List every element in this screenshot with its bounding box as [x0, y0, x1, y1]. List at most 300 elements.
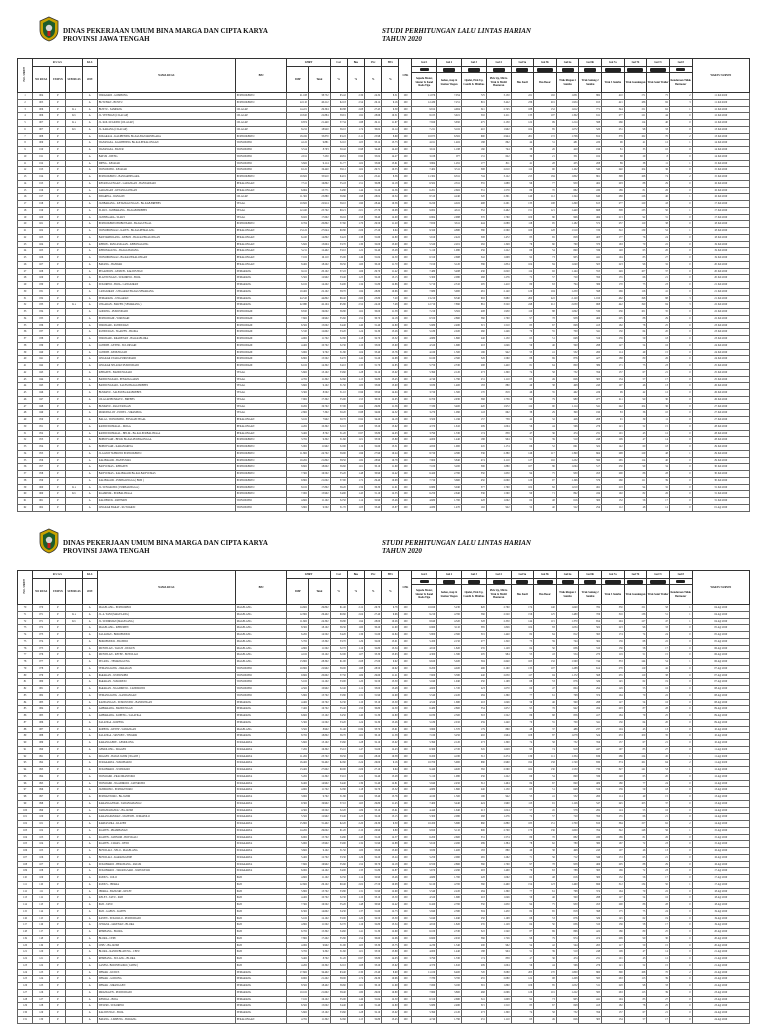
table-row — [18, 740, 750, 747]
cell-hvc: 14.18 — [382, 417, 399, 424]
cell-tot: 11.502 — [308, 922, 330, 929]
cell-ruas: 096 — [33, 787, 50, 794]
cell-gol-11: 13 — [647, 848, 670, 855]
cell-gol-8: 502 — [579, 625, 602, 632]
cell-gol-1: 4.011 — [412, 140, 437, 147]
cell-st: P — [50, 329, 66, 336]
cell-lvc: 33.00 — [365, 342, 382, 349]
cell-kls: A — [82, 288, 97, 295]
cell-hvc: 13.61 — [382, 160, 399, 167]
cell-gol-10: 58 — [624, 645, 647, 652]
cell-gol-8: 389 — [579, 363, 602, 370]
cell-bus: 0.99 — [347, 726, 364, 733]
cell-gol-4: 962 — [486, 942, 511, 949]
cell-gol-1: 3.108 — [412, 153, 437, 160]
cell-st: P — [50, 794, 66, 801]
cell-gol-12: 0 — [669, 336, 692, 343]
cell-gol-5: 92 — [511, 255, 534, 262]
cell-car: 51.20 — [330, 956, 347, 963]
cell-sub — [66, 255, 82, 262]
cell-gol-8: 300 — [579, 875, 602, 882]
cell-lvc: 33.10 — [365, 807, 382, 814]
cell-car: 59.66 — [330, 194, 347, 201]
cell-gol-3: 520 — [461, 194, 486, 201]
cell-bus: 2.06 — [347, 767, 364, 774]
cell-waktu: 09 Agt 2020 — [692, 719, 749, 726]
table-row — [18, 295, 750, 302]
cell-gol-5: 85 — [511, 1003, 534, 1010]
cell-no: 47 — [18, 403, 33, 410]
cell-smp: 9.411 — [287, 268, 309, 275]
cell-st: P — [50, 174, 66, 181]
cell-lvc: 24.32 — [365, 93, 382, 100]
cell-lvc: 30.80 — [365, 706, 382, 713]
cell-sub — [66, 652, 82, 659]
cell-nama: WIROSARI - KRADENAN - Bts.Kab.BLORA — [97, 336, 235, 343]
cell-gol-12: 0 — [669, 726, 692, 733]
cell-sub — [66, 93, 82, 100]
cell-gol-4: 1.522 — [486, 713, 511, 720]
cell-gol-10: 92 — [624, 214, 647, 221]
cell-lvc: 29.80 — [365, 403, 382, 410]
cell-gol-8: 968 — [579, 302, 602, 309]
cell-bpj: WONOSOBO — [235, 504, 287, 511]
cell-lvc: 24.20 — [365, 302, 382, 309]
cell-tot: 15.102 — [308, 713, 330, 720]
cell-hvc: 13.45 — [382, 376, 399, 383]
cell-gol-8: 882 — [579, 93, 602, 100]
cell-hvc: 13.75 — [382, 942, 399, 949]
cell-car: 52.10 — [330, 423, 347, 430]
cell-kls: A — [82, 187, 97, 194]
cell-gol-11: 8 — [647, 153, 670, 160]
cell-car: 53.40 — [330, 275, 347, 282]
cell-gol-9: 150 — [602, 329, 625, 336]
cell-bpj: SEMARANG — [235, 288, 287, 295]
cell-no: 51 — [18, 430, 33, 437]
cell-nama: JL. KARANG (CILACAP) — [97, 126, 235, 133]
cell-gol-1: 9.002 — [412, 207, 437, 214]
cell-bus: 1.54 — [347, 935, 364, 942]
cell-cek: 100 — [399, 618, 412, 625]
cell-gol-9: 350 — [602, 605, 625, 612]
cell-gol-5: 108 — [511, 733, 534, 740]
cell-gol-5: 88 — [511, 356, 534, 363]
cell-gol-12: 0 — [669, 942, 692, 949]
cell-car: 54.80 — [330, 187, 347, 194]
cell-tot: 10.702 — [308, 895, 330, 902]
cell-bus: 2.54 — [347, 99, 364, 106]
cell-tot: 31.402 — [308, 821, 330, 828]
cell-gol-3: 231 — [461, 376, 486, 383]
cell-gol-7: 882 — [556, 187, 579, 194]
cell-gol-10: 114 — [624, 457, 647, 464]
cell-gol-8: 484 — [579, 214, 602, 221]
cell-ruas: 085 — [33, 713, 50, 720]
cell-tot: 24.302 — [308, 618, 330, 625]
cell-gol-5: 69 — [511, 248, 534, 255]
cell-lvc: 28.80 — [365, 288, 382, 295]
cell-gol-2: 2.330 — [437, 363, 462, 370]
cell-gol-4: 2.010 — [486, 167, 511, 174]
cell-tot: 22.884 — [308, 113, 330, 120]
cell-st: P — [50, 207, 66, 214]
cell-kls: A — [82, 908, 97, 915]
cell-smp: 10.202 — [287, 457, 309, 464]
cell-ruas: 056 — [33, 457, 50, 464]
cell-tot: 10.702 — [308, 342, 330, 349]
cell-waktu: 20 Juli 2020 — [692, 268, 749, 275]
cell-gol-5: 70 — [511, 719, 534, 726]
cell-kls: A — [82, 464, 97, 471]
cell-bus: 0.92 — [347, 417, 364, 424]
cell-gol-3: 690 — [461, 133, 486, 140]
cell-gol-4: 1.004 — [486, 962, 511, 969]
cell-tot: 12.702 — [308, 854, 330, 861]
cell-no: 121 — [18, 949, 33, 956]
cell-smp: 17.602 — [287, 969, 309, 976]
cell-bpj: SEMARANG — [235, 976, 287, 983]
cell-gol-5: 114 — [511, 268, 534, 275]
cell-smp: 4.602 — [287, 875, 309, 882]
cell-ruas: 060 — [33, 491, 50, 498]
cell-cek: 100 — [399, 915, 412, 922]
cell-bpj: PEKALONGAN — [235, 1016, 287, 1023]
cell-gol-11: 11 — [647, 417, 670, 424]
cell-car: 54.00 — [330, 868, 347, 875]
table-row — [18, 983, 750, 990]
table-row — [18, 120, 750, 127]
cell-gol-3: 424 — [461, 800, 486, 807]
cell-car: 51.80 — [330, 794, 347, 801]
cell-st: P — [50, 733, 66, 740]
cell-bus: 1.33 — [347, 868, 364, 875]
cell-smp: 3.802 — [287, 504, 309, 511]
cell-gol-7: 958 — [556, 315, 579, 322]
cell-gol-10: 62 — [624, 679, 647, 686]
cell-gol-4: 904 — [486, 437, 511, 444]
cell-gol-6: 98 — [534, 976, 557, 983]
cell-bpj: SURAKARTA — [235, 767, 287, 774]
cell-smp: 22.980 — [287, 302, 309, 309]
cell-car: 56.02 — [330, 214, 347, 221]
cell-gol-8: 162 — [579, 153, 602, 160]
cell-gol-9: 107 — [602, 383, 625, 390]
cell-hvc: 12.99 — [382, 888, 399, 895]
cell-gol-10: 72 — [624, 841, 647, 848]
cell-sub — [66, 133, 82, 140]
cell-hvc: 13.89 — [382, 437, 399, 444]
cell-st: P — [50, 1003, 66, 1010]
cell-smp: 8.402 — [287, 261, 309, 268]
cell-st: P — [50, 194, 66, 201]
cell-gol-2: 1.500 — [437, 349, 462, 356]
cell-lvc: 32.20 — [365, 854, 382, 861]
cell-no: 126 — [18, 983, 33, 990]
cell-gol-3: 273 — [461, 740, 486, 747]
cell-ruas: 101 — [33, 821, 50, 828]
cell-tot: 26.102 — [308, 881, 330, 888]
cell-gol-5: 192 — [511, 760, 534, 767]
cell-nama: BANYUMAS - KALIBAGOR Bts.Kab.BANYUMAS — [97, 471, 235, 478]
cell-gol-7: 1.214 — [556, 120, 579, 127]
cell-nama: SRAGEN - BATAS JATIM ( NGAWI ) — [97, 753, 235, 760]
cell-gol-10: 70 — [624, 888, 647, 895]
cell-tot: 13.702 — [308, 692, 330, 699]
cell-hvc: 13.01 — [382, 638, 399, 645]
cell-kls: A — [82, 821, 97, 828]
cell-gol-2: 1.188 — [437, 147, 462, 154]
cell-gol-8: 585 — [579, 989, 602, 996]
cell-tot: 16.502 — [308, 902, 330, 909]
cell-gol-7: 544 — [556, 942, 579, 949]
cell-gol-11: 16 — [647, 895, 670, 902]
cell-cek: 100 — [399, 356, 412, 363]
cell-st: P — [50, 969, 66, 976]
cell-bpj: SEMARANG — [235, 1003, 287, 1010]
cell-gol-1: 6.804 — [412, 214, 437, 221]
cell-gol-3: 231 — [461, 1016, 486, 1023]
cell-lvc: 33.20 — [365, 423, 382, 430]
cell-nama: BANTARBOLANG - KEBON - Bts.Kab.PEKALONGAN — [97, 234, 235, 241]
table-row — [18, 383, 750, 390]
cell-gol-9: 182 — [602, 1003, 625, 1010]
cell-bpj: SURAKARTA — [235, 854, 287, 861]
cell-gol-11: 33 — [647, 625, 670, 632]
cell-gol-5: 42 — [511, 417, 534, 424]
cell-gol-4: 1.198 — [486, 679, 511, 686]
table-row — [18, 632, 750, 639]
cell-nama: BALAI - WONOSOBO - BTS.KAB.TEGAL — [97, 417, 235, 424]
cell-gol-1: 6.360 — [412, 746, 437, 753]
cell-gol-7: 690 — [556, 773, 579, 780]
cell-gol-11: 75 — [647, 93, 670, 100]
cell-no: 62 — [18, 504, 33, 511]
cell-gol-2: 2.760 — [437, 471, 462, 478]
cell-gol-6: 136 — [534, 827, 557, 834]
cell-gol-11: 52 — [647, 228, 670, 235]
cell-bus: 2.30 — [347, 969, 364, 976]
cell-gol-9: 83 — [602, 410, 625, 417]
cell-kls: A — [82, 369, 97, 376]
cell-gol-7: 720 — [556, 275, 579, 282]
cell-no: 16 — [18, 194, 33, 201]
cell-gol-7: 590 — [556, 699, 579, 706]
cell-gol-5: 60 — [511, 686, 534, 693]
table-row — [18, 753, 750, 760]
cell-gol-6: 172 — [534, 133, 557, 140]
cell-smp: 4.502 — [287, 686, 309, 693]
cell-tot: 18.802 — [308, 733, 330, 740]
cell-gol-1: 4.950 — [412, 444, 437, 451]
cell-gol-1: 3.500 — [412, 417, 437, 424]
cell-gol-5: 52 — [511, 504, 534, 511]
cell-gol-9: 114 — [602, 349, 625, 356]
cell-gol-2: 2.760 — [437, 902, 462, 909]
cell-no: 107 — [18, 854, 33, 861]
cell-gol-7: 455 — [556, 160, 579, 167]
cell-no: 94 — [18, 767, 33, 774]
cell-hvc: 12.00 — [382, 214, 399, 221]
cell-gol-2: 3.110 — [437, 625, 462, 632]
cell-sub — [66, 160, 82, 167]
cell-lvc: 29.80 — [365, 800, 382, 807]
cell-tot: 38.752 — [308, 93, 330, 100]
cell-gol-11: 23 — [647, 282, 670, 289]
cell-gol-7: 2.120 — [556, 295, 579, 302]
cell-bpj: SURAKARTA — [235, 800, 287, 807]
cell-gol-4: 1.276 — [486, 814, 511, 821]
cell-smp: 7.902 — [287, 396, 309, 403]
cell-gol-2: 2.080 — [437, 814, 462, 821]
cell-gol-8: 310 — [579, 645, 602, 652]
cell-gol-3: 284 — [461, 692, 486, 699]
cell-gol-11: 20 — [647, 329, 670, 336]
cell-kls: A — [82, 457, 97, 464]
cell-gol-12: 0 — [669, 929, 692, 936]
cell-lvc: 30.60 — [365, 935, 382, 942]
cell-waktu: 22 Juli 2020 — [692, 302, 749, 309]
cell-no: 28 — [18, 275, 33, 282]
cell-smp: 7.302 — [287, 471, 309, 478]
cell-sub — [66, 814, 82, 821]
cell-st: P — [50, 356, 66, 363]
cell-bpj: WONOSOBO — [235, 167, 287, 174]
cell-gol-8: 590 — [579, 457, 602, 464]
cell-gol-5: 112 — [511, 403, 534, 410]
cell-gol-2: 3.400 — [437, 403, 462, 410]
cell-gol-12: 0 — [669, 349, 692, 356]
cell-lvc: 27.70 — [365, 207, 382, 214]
cell-smp: 10.802 — [287, 665, 309, 672]
cell-gol-3: 298 — [461, 363, 486, 370]
cell-hvc: 13.32 — [382, 336, 399, 343]
cell-gol-8: 341 — [579, 719, 602, 726]
cell-no: 70 — [18, 605, 33, 612]
cell-gol-3: 385 — [461, 625, 486, 632]
cell-no: 105 — [18, 841, 33, 848]
cell-bus: 1.90 — [347, 201, 364, 208]
cell-gol-5: 162 — [511, 767, 534, 774]
cell-gol-7: 690 — [556, 248, 579, 255]
cell-hvc: 14.03 — [382, 956, 399, 963]
cell-gol-5: 92 — [511, 996, 534, 1003]
cell-smp: 2.911 — [287, 153, 309, 160]
cell-bpj: MAGELANG — [235, 611, 287, 618]
cell-tot: 29.802 — [308, 605, 330, 612]
cell-gol-3: 455 — [461, 976, 486, 983]
cell-no: 58 — [18, 477, 33, 484]
cell-gol-12: 0 — [669, 794, 692, 801]
cell-kls: A — [82, 888, 97, 895]
cell-bpj: PURWOKERTO — [235, 484, 287, 491]
cell-ruas: 106 — [33, 854, 50, 861]
cell-tot: 17.802 — [308, 484, 330, 491]
cell-waktu: 17 Agt 2020 — [692, 868, 749, 875]
table-row — [18, 794, 750, 801]
cell-tot: 18.602 — [308, 464, 330, 471]
cell-gol-6: 69 — [534, 356, 557, 363]
cell-gol-2: 1.860 — [437, 336, 462, 343]
cell-gol-4: 1.688 — [486, 180, 511, 187]
cell-st: P — [50, 504, 66, 511]
table-row — [18, 437, 750, 444]
cell-st: P — [50, 491, 66, 498]
cell-cek: 100 — [399, 854, 412, 861]
cell-gol-6: 32 — [534, 417, 557, 424]
cell-gol-12: 1 — [669, 611, 692, 618]
cell-gol-5: 104 — [511, 261, 534, 268]
table-row — [18, 322, 750, 329]
cell-gol-3: 315 — [461, 1003, 486, 1010]
cell-car: 51.90 — [330, 942, 347, 949]
small-bus-icon — [516, 68, 528, 72]
cell-kls: A — [82, 221, 97, 228]
cell-gol-3: 391 — [461, 983, 486, 990]
cell-smp: 18.432 — [287, 133, 309, 140]
cell-ruas: 093 — [33, 767, 50, 774]
cell-waktu: 12 Agt 2020 — [692, 767, 749, 774]
cell-smp: 21.108 — [287, 93, 309, 100]
cell-gol-12: 0 — [669, 444, 692, 451]
cell-sub — [66, 390, 82, 397]
cell-gol-11: 48 — [647, 450, 670, 457]
cell-gol-10: 80 — [624, 356, 647, 363]
cell-waktu: 20 Agt 2020 — [692, 942, 749, 949]
cell-sub — [66, 726, 82, 733]
cell-gol-10: 70 — [624, 692, 647, 699]
cell-nama: WIROSARI - KUNDURAN — [97, 322, 235, 329]
cell-cek: 100 — [399, 922, 412, 929]
cell-hvc: 8.90 — [382, 969, 399, 976]
cell-gol-1: 6.420 — [412, 902, 437, 909]
cell-gol-9: 374 — [602, 760, 625, 767]
cell-gol-5: 63 — [511, 376, 534, 383]
cell-nama: UNGARAN - BAWEN ( SEMARANG ) — [97, 302, 235, 309]
cell-gol-6: 51 — [534, 336, 557, 343]
cell-gol-10: 126 — [624, 194, 647, 201]
table-row — [18, 618, 750, 625]
cell-bpj: SEMARANG — [235, 699, 287, 706]
cell-no: 44 — [18, 383, 33, 390]
cell-bus: 1.47 — [347, 746, 364, 753]
cell-smp: 5.602 — [287, 1010, 309, 1017]
cell-gol-12: 0 — [669, 342, 692, 349]
cell-bpj: TEGAL — [235, 201, 287, 208]
cell-lvc: 30.30 — [365, 484, 382, 491]
cell-gol-6: 51 — [534, 787, 557, 794]
cell-car: 53.10 — [330, 248, 347, 255]
cell-bpj: PURWOKERTO — [235, 93, 287, 100]
table-row — [18, 349, 750, 356]
cell-gol-4: 758 — [486, 417, 511, 424]
cell-hvc: 13.02 — [382, 369, 399, 376]
cell-gol-9: 186 — [602, 929, 625, 936]
cell-car: 61.40 — [330, 605, 347, 612]
cell-gol-4: 2.760 — [486, 605, 511, 612]
cell-st: P — [50, 450, 66, 457]
cell-gol-5: 56 — [511, 423, 534, 430]
cell-gol-12: 0 — [669, 692, 692, 699]
study-title: STUDI PERHITUNGAN LALU LINTAS HARIAN TAHUN 2020 — [382, 27, 531, 43]
cell-cek: 100 — [399, 625, 412, 632]
cell-gol-5: 201 — [511, 133, 534, 140]
cell-bus: 1.98 — [347, 194, 364, 201]
cell-sub — [66, 753, 82, 760]
cell-bpj: SURAKARTA — [235, 814, 287, 821]
cell-ruas: 125 — [33, 983, 50, 990]
cell-gol-9: 136 — [602, 922, 625, 929]
